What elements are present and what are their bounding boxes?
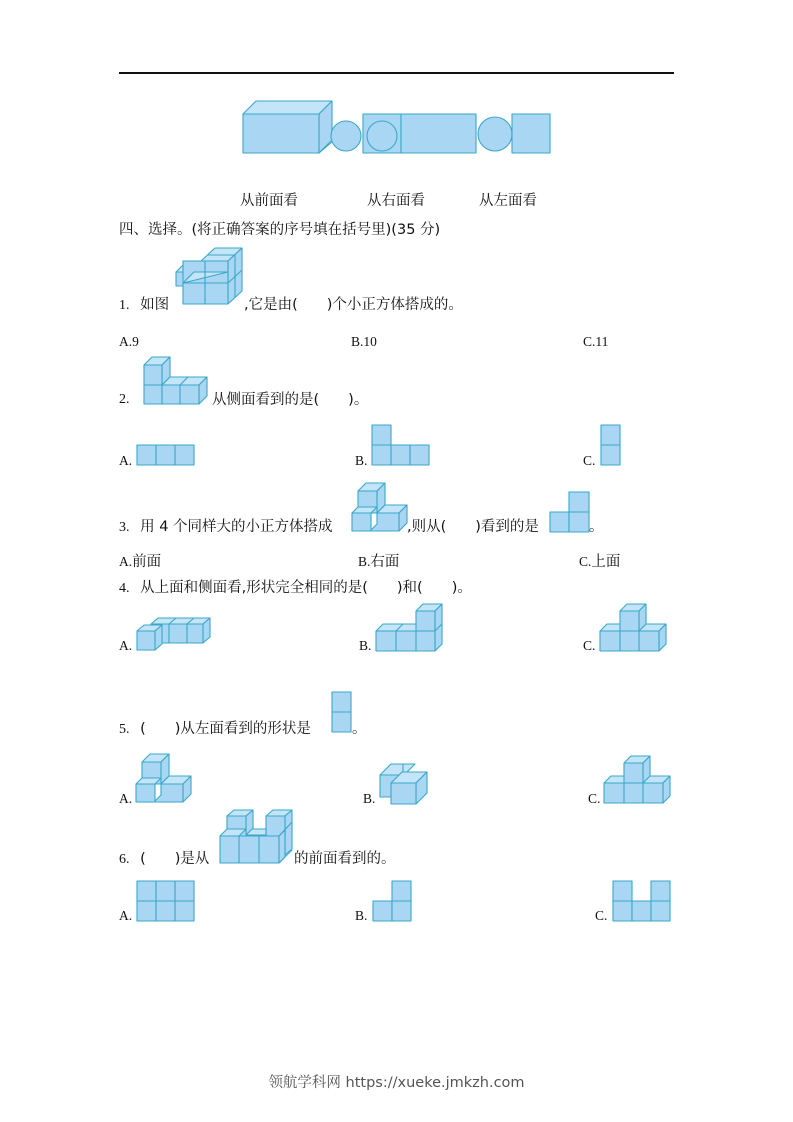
q1-option-b[interactable]: B.10	[351, 334, 377, 349]
q6-option-b[interactable]: B.	[355, 908, 368, 923]
view-label-front: 从前面看	[240, 193, 298, 209]
question-number: 5.	[119, 722, 130, 737]
view-label-right: 从右面看	[367, 193, 425, 209]
q5-option-c-figure	[603, 755, 673, 805]
q2-option-c[interactable]: C.	[583, 453, 596, 468]
question-3	[119, 518, 333, 537]
q2-option-b[interactable]: B.	[355, 453, 368, 468]
q6-option-b-figure	[372, 880, 414, 922]
q1-option-c[interactable]: C.11	[583, 334, 609, 349]
q4-option-c-figure	[599, 603, 669, 653]
question-3-mid: ,则从( )看到的是	[407, 519, 539, 535]
q2-l-block-figure	[143, 356, 213, 406]
question-2-text: 从侧面看到的是( )。	[212, 392, 369, 408]
question-2-number: 2.	[119, 392, 130, 407]
q3-option-b[interactable]: B.右面	[358, 554, 400, 570]
q3-cube-figure	[351, 477, 409, 535]
question-number: 6.	[119, 852, 130, 867]
section-title: 四、选择。(将正确答案的序号填在括号里)(35 分)	[119, 222, 441, 238]
q5-option-a[interactable]: A.	[119, 791, 133, 806]
view-label-left: 从左面看	[479, 193, 537, 209]
q6-option-a[interactable]: A.	[119, 908, 133, 923]
question-3-tail: 。	[589, 519, 604, 535]
question-5	[119, 720, 311, 739]
q6-cube-figure	[219, 809, 295, 867]
q6-option-c-figure	[612, 880, 674, 922]
question-text: 如图	[140, 297, 170, 313]
header-rule	[119, 72, 674, 74]
question-text: 用 4 个同样大的小正方体搭成	[140, 519, 333, 535]
q3-option-c[interactable]: C.上面	[579, 554, 621, 570]
question-4	[119, 579, 472, 598]
footer-watermark: 领航学科网 https://xueke.jmkzh.com	[268, 1075, 525, 1091]
q1-option-a[interactable]: A.9	[119, 334, 139, 349]
q5-option-a-figure	[135, 748, 193, 806]
q5-view-figure	[331, 691, 353, 733]
q2-option-a-figure	[136, 444, 198, 466]
question-text: 从上面和侧面看,形状完全相同的是( )和( )。	[140, 580, 472, 596]
question-6-tail: 的前面看到的。	[294, 851, 396, 867]
q4-option-a-figure	[136, 617, 212, 653]
q4-option-c[interactable]: C.	[583, 638, 596, 653]
q6-option-c[interactable]: C.	[595, 908, 608, 923]
q2-option-b-figure	[371, 424, 433, 466]
q5-option-b-figure	[379, 763, 431, 807]
question-number: 4.	[119, 581, 130, 596]
q4-option-b[interactable]: B.	[359, 638, 372, 653]
question-1	[119, 296, 169, 315]
question-text: ( )是从	[140, 851, 210, 867]
q1-cube-stack-figure	[175, 247, 245, 311]
q3-view-figure	[549, 491, 591, 533]
question-text: ( )从左面看到的形状是	[140, 721, 311, 737]
q4-option-a[interactable]: A.	[119, 638, 133, 653]
q2-option-c-figure	[600, 424, 622, 466]
q4-option-b-figure	[375, 603, 445, 653]
question-number: 3.	[119, 520, 130, 535]
cylinder-views-figure	[242, 100, 554, 156]
q5-option-b[interactable]: B.	[363, 791, 376, 806]
q2-option-a[interactable]: A.	[119, 453, 133, 468]
q6-option-a-figure	[136, 880, 198, 922]
question-6	[119, 850, 209, 869]
q3-option-a[interactable]: A.前面	[119, 554, 162, 570]
question-1-tail: ,它是由( )个小正方体搭成的。	[244, 297, 463, 313]
question-5-tail: 。	[352, 721, 367, 737]
question-number: 1.	[119, 298, 130, 313]
q5-option-c[interactable]: C.	[588, 791, 601, 806]
